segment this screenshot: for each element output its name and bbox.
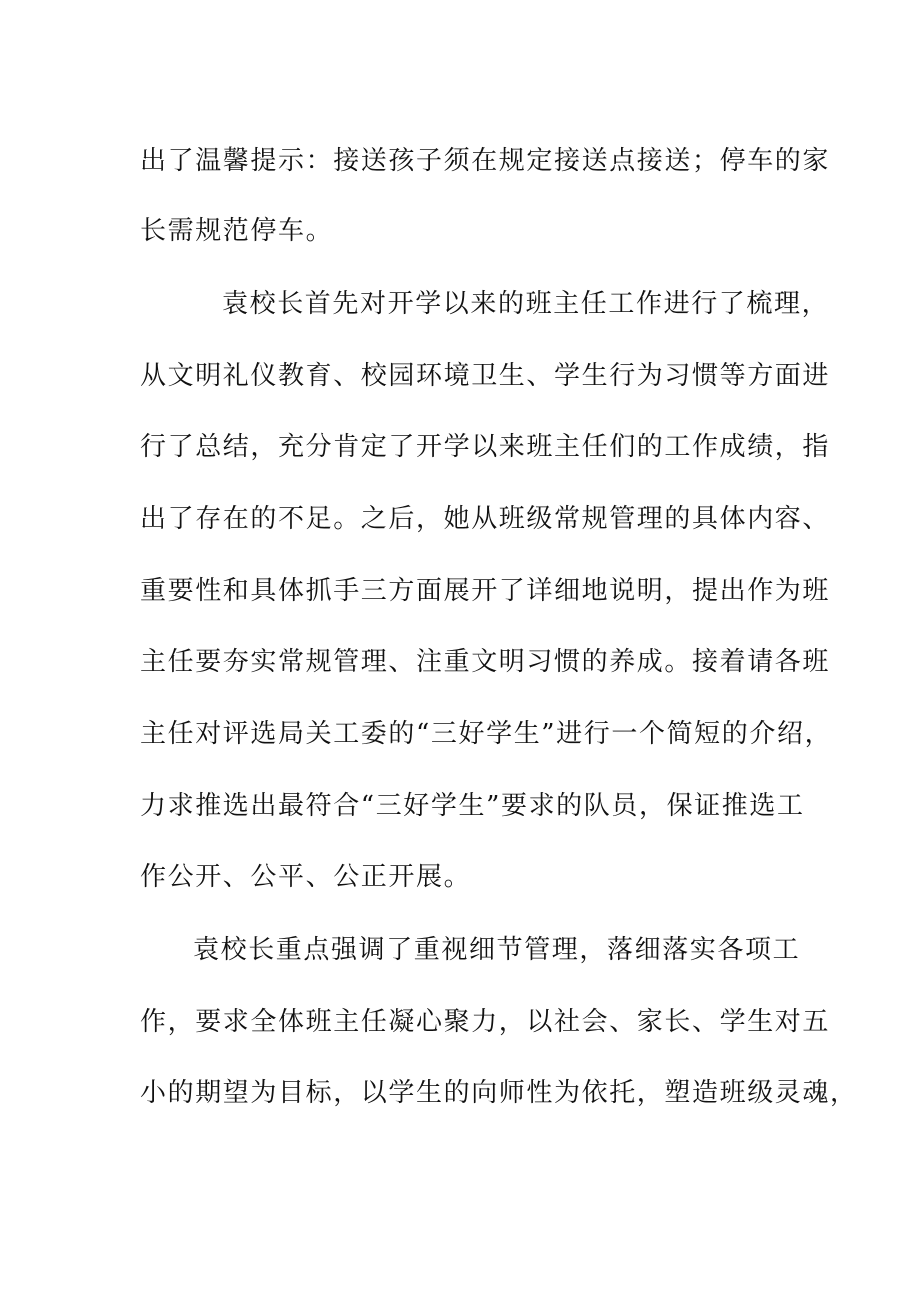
text-line-2: 长需规范停车。 [140,216,334,246]
text-line-10: 力求推选出最符合“三好学生”要求的队员，保证推选工 [140,791,805,821]
text-line-5: 行了总结，充分肯定了开学以来班主任们的工作成绩，指 [140,432,831,462]
text-line-1: 出了温馨提示：接送孩子须在规定接送点接送；停车的家 [140,146,831,176]
text-line-7: 重要性和具体抓手三方面展开了详细地说明，提出作为班 [140,576,831,606]
text-line-13: 作，要求全体班主任凝心聚力，以社会、家长、学生对五 [140,1007,831,1037]
text-line-9: 主任对评选局关工委的“三好学生”进行一个简短的介绍， [140,719,833,749]
text-line-12: 袁校长重点强调了重视细节管理，落细落实各项工 [193,935,801,965]
text-line-4: 从文明礼仪教育、校园环境卫生、学生行为习惯等方面进 [140,361,831,391]
text-line-6: 出了存在的不足。之后，她从班级常规管理的具体内容、 [140,504,831,534]
text-line-14: 小的期望为目标，以学生的向师性为依托，塑造班级灵魂， [140,1078,858,1108]
text-line-8: 主任要夯实常规管理、注重文明习惯的养成。接着请各班 [140,647,831,677]
text-line-3: 袁校长首先对开学以来的班主任工作进行了梳理， [222,289,830,319]
text-line-11: 作公开、公平、公正开展。 [140,862,472,892]
